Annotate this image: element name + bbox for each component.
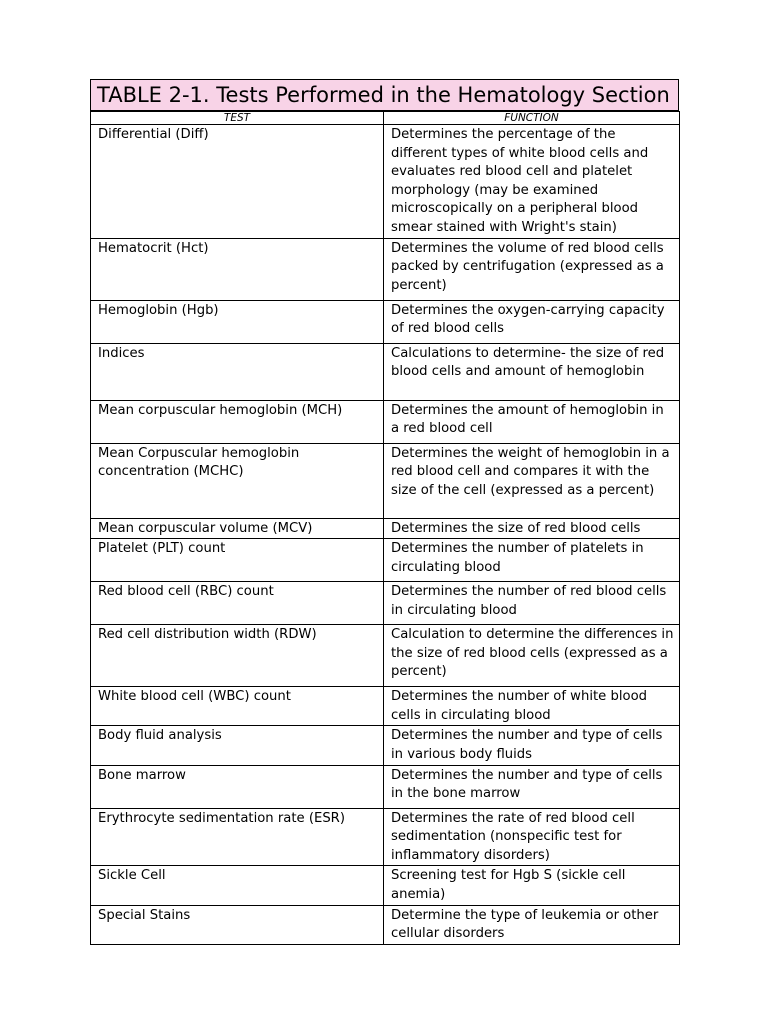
test-cell: Hemoglobin (Hgb) (91, 300, 384, 343)
test-cell: Hematocrit (Hct) (91, 238, 384, 300)
table-row (91, 300, 680, 343)
document-page (90, 79, 679, 945)
header-function: FUNCTION (384, 112, 680, 125)
test-cell: Mean Corpuscular hemoglobin concentration (MCHC) (91, 443, 384, 518)
table-row (91, 400, 680, 443)
test-cell: Body fluid analysis (91, 726, 384, 765)
table-row (91, 582, 680, 625)
hematology-tests-table (90, 111, 680, 945)
function-cell: Determine the type of leukemia or other cellular disorders (384, 905, 680, 944)
table-row (91, 238, 680, 300)
table-row (91, 687, 680, 726)
function-cell: Determines the number of white blood cells in circulating blood (384, 687, 680, 726)
test-cell: Mean corpuscular volume (MCV) (91, 518, 384, 539)
table-row (91, 808, 680, 866)
test-cell: Mean corpuscular hemoglobin (MCH) (91, 400, 384, 443)
function-cell: Determines the number and type of cells in the bone marrow (384, 765, 680, 808)
table-title: TABLE 2-1. Tests Performed in the Hematology Section (90, 79, 679, 111)
function-cell: Determines the rate of red blood cell sedimentation (nonspecific test for inflammatory disorders) (384, 808, 680, 866)
test-cell: Sickle Cell (91, 866, 384, 905)
function-cell: Determines the percentage of the different types of white blood cells and evaluates red blood cell and platelet morphology (may be examined microscopically on a peripheral blood smear stained with Wright's stain) (384, 125, 680, 239)
table-row (91, 125, 680, 239)
test-cell: Erythrocyte sedimentation rate (ESR) (91, 808, 384, 866)
function-cell: Determines the weight of hemoglobin in a red blood cell and compares it with the size of the cell (expressed as a percent) (384, 443, 680, 518)
table-row (91, 905, 680, 944)
function-cell: Determines the oxygen-carrying capacity of red blood cells (384, 300, 680, 343)
function-cell: Determines the size of red blood cells (384, 518, 680, 539)
function-cell: Determines the number of red blood cells in circulating blood (384, 582, 680, 625)
function-cell: Screening test for Hgb S (sickle cell anemia) (384, 866, 680, 905)
test-cell: Special Stains (91, 905, 384, 944)
test-cell: Differential (Diff) (91, 125, 384, 239)
table-row (91, 866, 680, 905)
table-row (91, 625, 680, 687)
function-cell: Calculations to determine- the size of red blood cells and amount of hemoglobin (384, 343, 680, 400)
table-row (91, 343, 680, 400)
function-cell: Calculation to determine the differences in the size of red blood cells (expressed as a percent) (384, 625, 680, 687)
test-cell: White blood cell (WBC) count (91, 687, 384, 726)
function-cell: Determines the amount of hemoglobin in a red blood cell (384, 400, 680, 443)
test-cell: Bone marrow (91, 765, 384, 808)
test-cell: Indices (91, 343, 384, 400)
function-cell: Determines the number and type of cells in various body fluids (384, 726, 680, 765)
table-row (91, 539, 680, 582)
test-cell: Red cell distribution width (RDW) (91, 625, 384, 687)
function-cell: Determines the volume of red blood cells packed by centrifugation (expressed as a percent) (384, 238, 680, 300)
table-row (91, 765, 680, 808)
table-row (91, 726, 680, 765)
table-row (91, 443, 680, 518)
header-test: TEST (91, 112, 384, 125)
test-cell: Platelet (PLT) count (91, 539, 384, 582)
table-row (91, 518, 680, 539)
table-header-row (91, 112, 680, 125)
function-cell: Determines the number of platelets in circulating blood (384, 539, 680, 582)
test-cell: Red blood cell (RBC) count (91, 582, 384, 625)
